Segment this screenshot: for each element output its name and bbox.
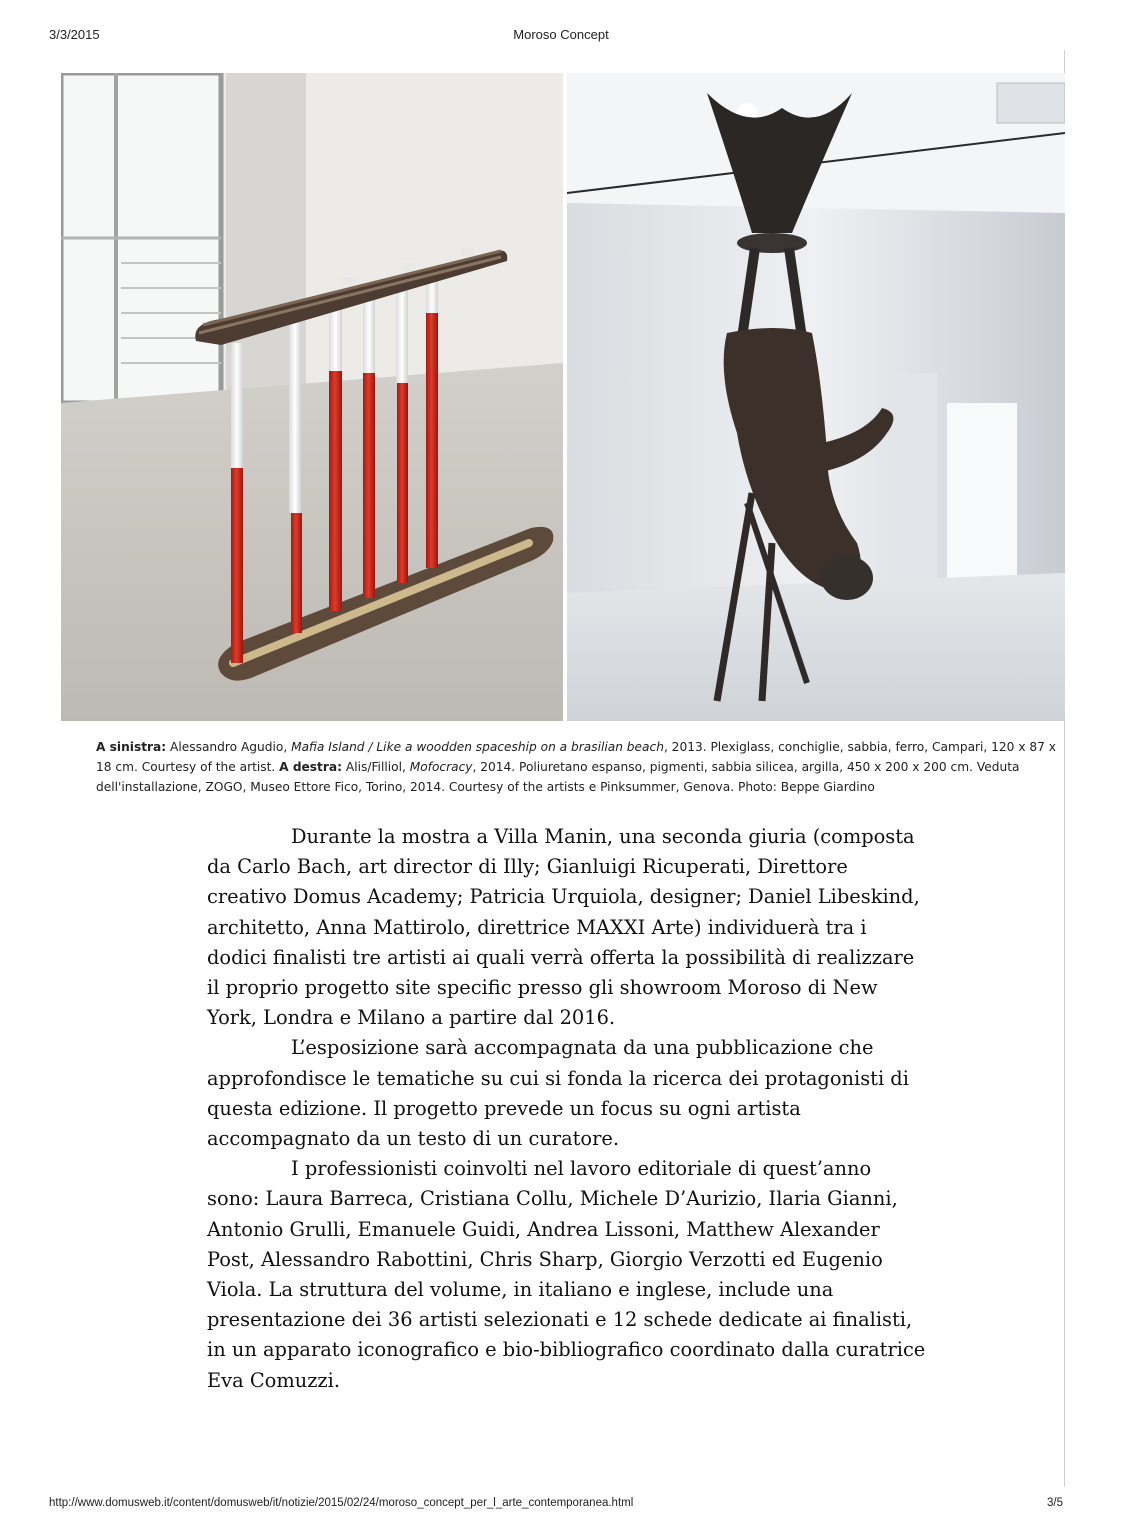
caption-left-work: Mafia Island / Like a woodden spaceship on a brasilian beach <box>291 740 664 754</box>
paragraph-jury: Durante la mostra a Villa Manin, una seconda giuria (composta da Carlo Bach, art director di Illy; Gianluigi Ricuperati, Direttore creativo Domus Academy; Patricia Urquiola, designer; Daniel Libeskind, architetto, Anna Mattirolo, direttrice MAXXI Arte) individuerà tra i dodici finalisti tre artisti ai quali verrà offerta la possibilità di realizzare il proprio progetto site specific presso gli showroom Moroso di New York, Londra e Milano a partire dal 2016. <box>207 825 920 1030</box>
paragraph-publication: L’esposizione sarà accompagnata da una pubblicazione che approfondisce le tematiche su cui si fonda la ricerca dei protagonisti di questa edizione. Il progetto prevede un focus su ogni artista accompagnato da un testo di un curatore. <box>207 1036 909 1151</box>
caption-left-details: , 2013. Plexiglass, conchiglie, sabbia, ferro, Campari, 120 x 87 x 18 cm. Courtesy of the artist. <box>96 740 1056 774</box>
page-title: Moroso Concept <box>513 27 609 42</box>
caption-right-label: A destra: <box>279 760 342 774</box>
image-caption <box>96 737 1056 797</box>
caption-right-work: Mofocracy <box>409 760 473 774</box>
page-number: 3/5 <box>1047 1497 1063 1509</box>
page-url: http://www.domusweb.it/content/domusweb/it/notizie/2015/02/24/moroso_concept_per_l_arte_contemporanea.html <box>49 1497 634 1509</box>
photo-mafia-island <box>61 73 563 721</box>
caption-left-artist: Alessandro Agudio, <box>166 740 292 754</box>
caption-right-artist: Alis/Filliol, <box>342 760 410 774</box>
caption-left-label: A sinistra: <box>96 740 167 754</box>
caption-right-details: , 2014. Poliuretano espanso, pigmenti, sabbia silicea, argilla, 450 x 200 x 200 cm. Veduta dell'installazione, ZOGO, Museo Ettore Fico, Torino, 2014. Courtesy of the artists e Pinksummer, Genova. Photo: Beppe Giardino <box>96 760 1020 794</box>
article-body <box>207 822 927 1396</box>
photo-mofocracy <box>567 73 1065 721</box>
print-date: 3/3/2015 <box>49 27 100 42</box>
paragraph-professionals: I professionisti coinvolti nel lavoro editoriale di quest’anno sono: Laura Barreca, Cristiana Collu, Michele D’Aurizio, Ilaria Gianni, Antonio Grulli, Emanuele Guidi, Andrea Lissoni, Matthew Alexander Post, Alessandro Rabottini, Chris Sharp, Giorgio Verzotti ed Eugenio Viola. La struttura del volume, in italiano e inglese, include una presentazione dei 36 artisti selezionati e 12 schede dedicate ai finalisti, in un apparato iconografico e bio-bibliografico coordinato dalla curatrice Eva Comuzzi. <box>207 1157 926 1392</box>
